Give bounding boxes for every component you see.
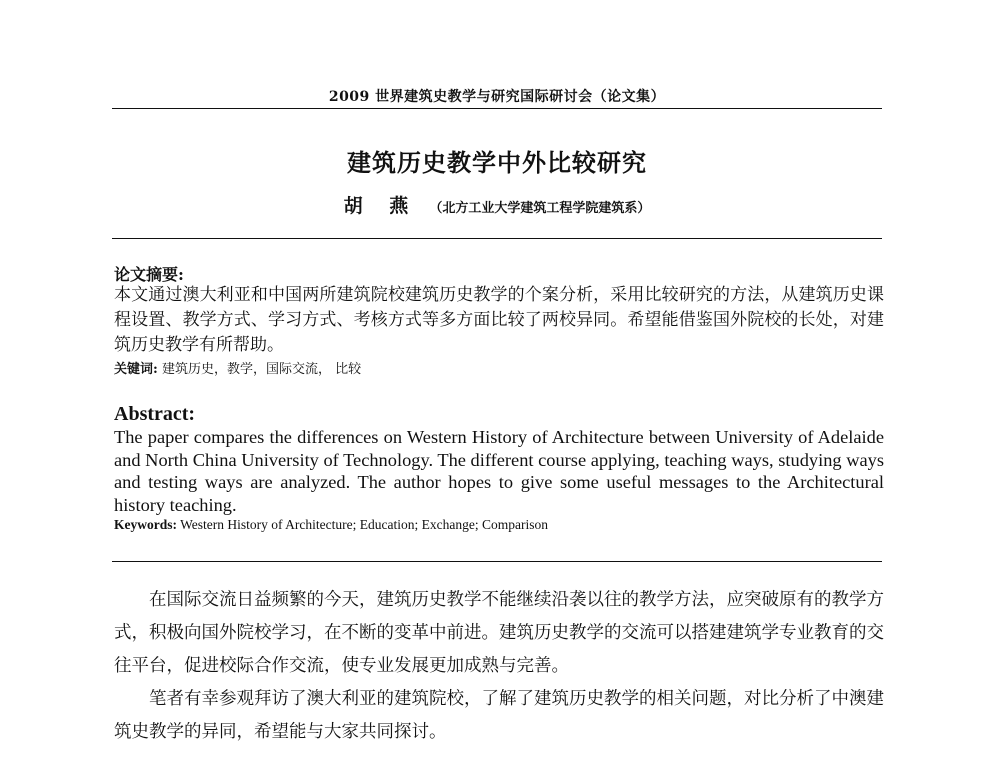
author-line bbox=[112, 191, 882, 218]
header-rule bbox=[112, 108, 882, 109]
paper-title: 建筑历史教学中外比较研究 bbox=[347, 148, 647, 177]
abstract-bottom-rule bbox=[112, 561, 882, 562]
body-paragraph: 笔者有幸参观拜访了澳大利亚的建筑院校，了解了建筑历史教学的相关问题，对比分析了中澳建筑史教学的异同，希望能与大家共同探讨。 bbox=[114, 689, 884, 742]
chinese-keywords-text: 建筑历史，教学，国际交流， 比较 bbox=[161, 362, 362, 377]
chinese-abstract-heading: 论文摘要: bbox=[114, 265, 184, 284]
author-affiliation: （北方工业大学建筑工程学院建筑系） bbox=[429, 201, 651, 216]
body-paragraph: 在国际交流日益频繁的今天，建筑历史教学不能继续沿袭以往的教学方法，应突破原有的教学方式，积极向国外院校学习，在不断的变革中前进。建筑历史教学的交流可以搭建建筑学专业教育的交往平台，促进校际合作交流，使专业发展更加成熟与完善。 bbox=[114, 590, 884, 676]
chinese-abstract-text: 本文通过澳大利亚和中国两所建筑院校建筑历史教学的个案分析，采用比较研究的方法，从建筑历史课程设置、教学方式、学习方式、考核方式等多方面比较了两校异同。希望能借鉴国外院校的长处，对建筑历史教学有所帮助。 bbox=[114, 285, 884, 355]
english-keywords-label: Keywords: bbox=[114, 517, 177, 532]
english-keywords bbox=[114, 517, 548, 533]
running-header: 2009 世界建筑史教学与研究国际研讨会（论文集） bbox=[328, 89, 666, 105]
body-text bbox=[114, 584, 884, 749]
author-name: 胡 燕 bbox=[343, 195, 419, 217]
chinese-keywords-label: 关键词: bbox=[114, 362, 158, 377]
english-abstract-heading: Abstract: bbox=[114, 403, 196, 425]
english-abstract-text: The paper compares the differences on Western History of Architecture between University of Adelaide and North China University of Technology. The different course applying, teaching ways, studying ways and testing ways are analyzed. The author hopes to give some useful messages to the Architectural history teaching. bbox=[114, 427, 884, 515]
chinese-keywords bbox=[114, 358, 361, 377]
abstract-top-rule bbox=[112, 238, 882, 239]
english-keywords-text: Western History of Architecture; Education; Exchange; Comparison bbox=[180, 517, 548, 532]
